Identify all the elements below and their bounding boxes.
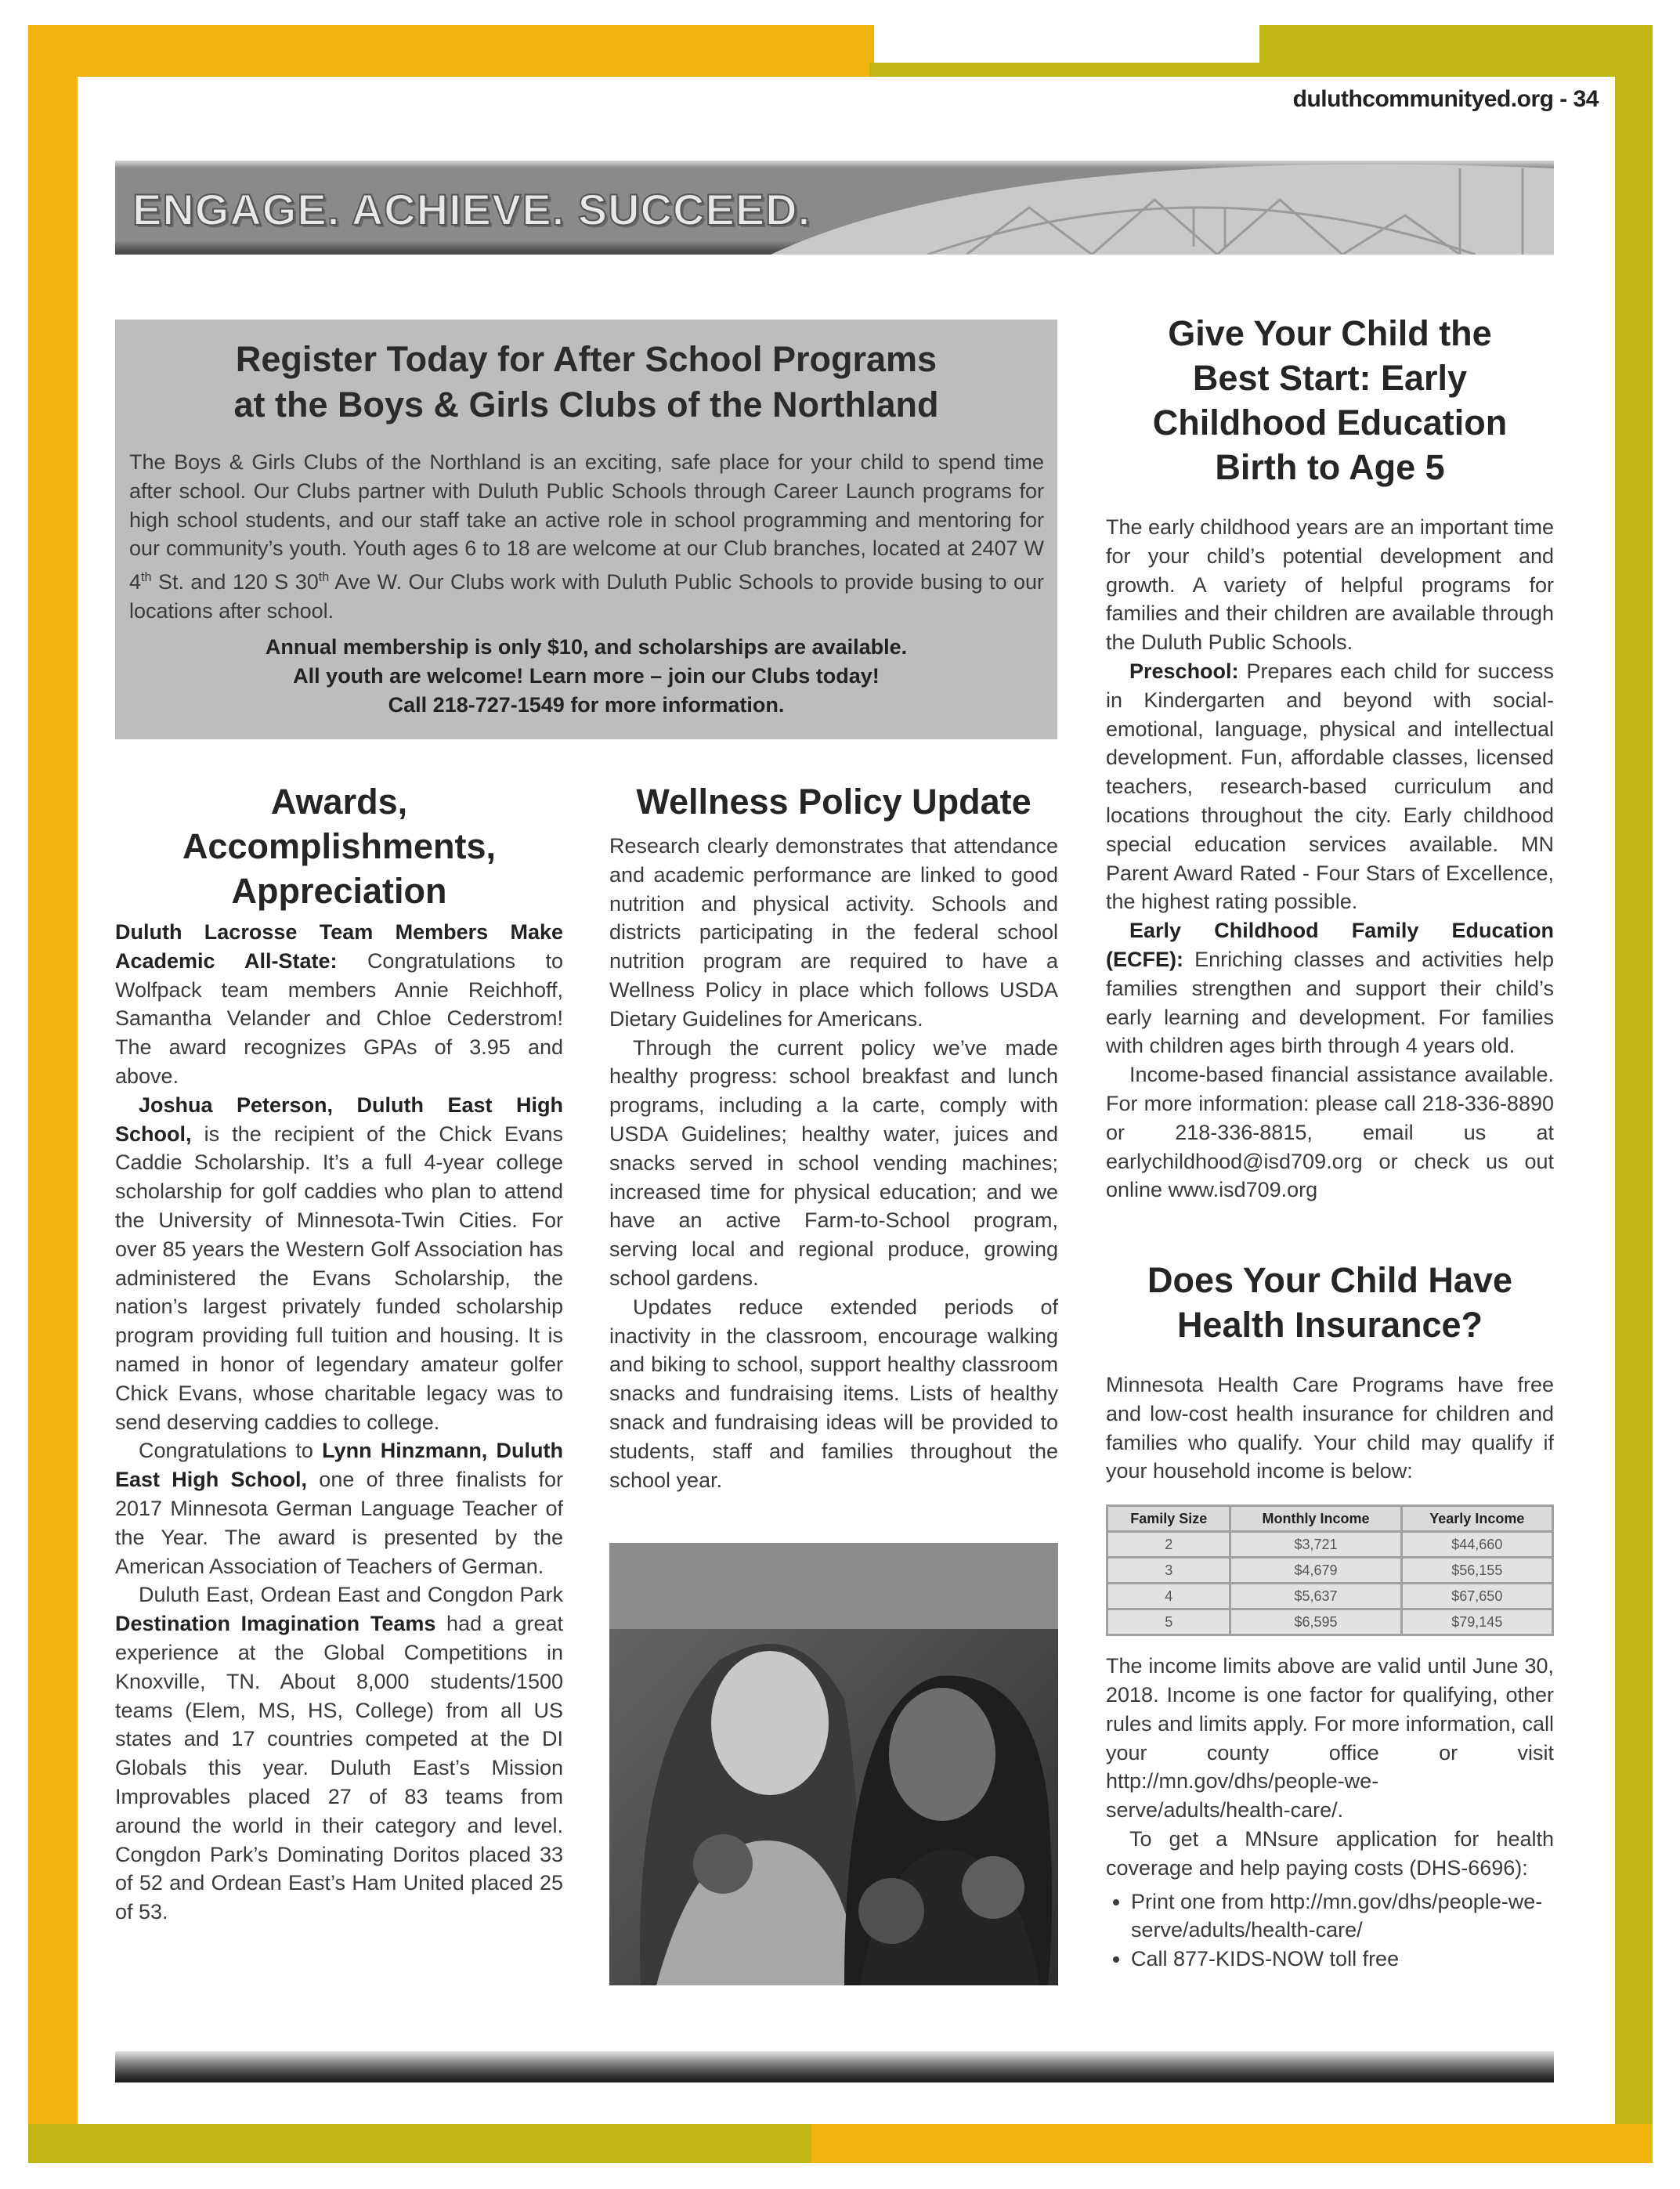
text-run: Congratulations to Wolfpack team members Annie Reichhoff, Samantha Velander and Chloe Cederstrom! The award recognizes GPAs of 3.95 and above. xyxy=(115,948,564,1088)
frame-border xyxy=(1615,25,1653,2163)
table-cell: $44,660 xyxy=(1401,1532,1552,1558)
text-run: Through the current policy we’ve made healthy progress: school breakfast and lunch programs, including a la carte, comply with USDA Guidelines; healthy water, juices and snacks served in school vending machines; increased time for physical education; and we have an active Farm-to-School program, serving local and regional produce, growing school gardens. xyxy=(609,1035,1058,1290)
early-childhood-heading xyxy=(1106,311,1554,489)
early-childhood-article xyxy=(1106,311,1554,1205)
promo-title xyxy=(115,337,1057,428)
table-cell: $67,650 xyxy=(1401,1584,1552,1609)
paragraph xyxy=(609,1293,1058,1495)
table-cell: 2 xyxy=(1107,1532,1230,1558)
text-run: had a great experience at the Global Competitions in Knoxville, TN. About 8,000 students/1500 teams (Elem, MS, HS, College) from all US states and 17 countries competed at the DI Globals this year. Duluth East’s Mission Improvables placed 27 of 83 teams from around the world in their category and level. Congdon Park’s Dominating Doritos placed 33 of 52 and Ordean East’s Ham United placed 25 of 53. xyxy=(115,1612,563,1924)
bold-lead-in: Early Childhood Family Education (ECFE): xyxy=(1106,919,1554,971)
list-item: • Print one from http://mn.gov/dhs/people-we-serve/adults/health-care/ xyxy=(1131,1887,1554,1945)
table-cell: 5 xyxy=(1107,1609,1230,1635)
table-cell: $79,145 xyxy=(1401,1609,1552,1635)
text-run: one of three finalists for 2017 Minnesota German Language Teacher of the Year. The award is presented by the American Association of Teachers of German. xyxy=(115,1468,563,1578)
cta-line: All youth are welcome! Learn more – join our Clubs today! xyxy=(293,664,880,688)
cta-line: Annual membership is only $10, and scholarships are available. xyxy=(265,635,908,659)
paragraph xyxy=(115,918,563,1091)
frame-border xyxy=(869,63,1653,77)
bold-lead-in: Duluth Lacrosse Team Members Make Academic All-State: xyxy=(115,920,563,973)
paragraph xyxy=(1106,916,1554,1060)
paragraph xyxy=(115,1580,563,1927)
table-cell: $3,721 xyxy=(1230,1532,1401,1558)
promo-body xyxy=(129,448,1044,626)
awards-heading xyxy=(115,779,563,913)
column-header: Family Size xyxy=(1107,1506,1230,1532)
table-cell: 4 xyxy=(1107,1584,1230,1609)
text-run: St. and 120 S 30 xyxy=(151,570,319,594)
wellness-heading: Wellness Policy Update xyxy=(636,782,1031,822)
income-limits-table xyxy=(1106,1504,1554,1636)
heading-line: Give Your Child the xyxy=(1168,313,1492,353)
text-run: Duluth East, Ordean East and Congdon Park xyxy=(139,1583,563,1607)
insurance-intro: Minnesota Health Care Programs have free and low-cost health insurance for children and families who qualify. Your child may qualify if your household income is below: xyxy=(1106,1373,1554,1483)
text-run: Congratulations to xyxy=(139,1439,323,1463)
text-run: Enriching classes and activities help families strengthen and support their child’s early learning and development. For families with children ages birth through 4 years old. xyxy=(1106,947,1554,1058)
heading-line: Birth to Age 5 xyxy=(1215,447,1445,487)
paragraph xyxy=(609,1034,1058,1293)
promo-call-to-action xyxy=(115,633,1057,720)
text-run: Research clearly demonstrates that attendance and academic performance are linked to good nutrition and physical activity. Schools and districts participating in the federal school nutrition program are required to have a Wellness Policy in place which follows USDA Dietary Guidelines for Americans. xyxy=(609,834,1058,1031)
heading-line: Childhood Education xyxy=(1152,403,1508,442)
table-row xyxy=(1107,1532,1553,1558)
heading-line: Appreciation xyxy=(231,871,447,911)
promo-title-line: Register Today for After School Programs xyxy=(235,339,938,379)
bold-lead-in: Destination Imagination Teams xyxy=(115,1612,436,1636)
paragraph xyxy=(609,832,1058,1034)
frame-border xyxy=(28,25,874,77)
bold-lead-in: Lynn Hinzmann, Duluth East High School, xyxy=(115,1439,564,1492)
boys-girls-club-promo xyxy=(115,320,1057,739)
bold-lead-in: Joshua Peterson, Duluth East High School, xyxy=(115,1093,563,1146)
table-cell: $4,679 xyxy=(1230,1558,1401,1584)
frame-border xyxy=(28,25,78,2163)
paragraph xyxy=(1106,1060,1554,1205)
column-header: Monthly Income xyxy=(1230,1506,1401,1532)
paragraph xyxy=(1106,657,1554,916)
heading-line: Awards, xyxy=(270,782,408,822)
text-run: Prepares each child for success in Kindergarten and beyond with social-emotional, language, physical and intellectual development. Fun, affordable classes, licensed teachers, research-based curriculum and locations throughout the city. Early childhood special education services available. MN Parent Award Rated - Four Stars of Excellence, the highest rating possible. xyxy=(1106,659,1554,914)
health-insurance-article xyxy=(1106,1258,1554,1974)
text-run: Ave W. Our Clubs work with Duluth Public Schools to provide busing to our locations after school. xyxy=(129,570,1044,623)
section-banner xyxy=(115,161,1554,255)
awards-article xyxy=(115,779,563,1927)
text-run: th xyxy=(318,570,330,585)
frame-border xyxy=(28,2124,811,2163)
footer-bar xyxy=(115,2051,1554,2082)
health-insurance-heading xyxy=(1106,1258,1554,1347)
table-cell: 3 xyxy=(1107,1558,1230,1584)
income-limits-note: The income limits above are valid until June 30, 2018. Income is one factor for qualifying, other rules and limits apply. For more information, call your county office or visit http://mn.gov/dhs/people-we-serve/adults/health-care/. xyxy=(1106,1654,1554,1822)
bridge-illustration xyxy=(771,161,1554,255)
text-run: Updates reduce extended periods of inactivity in the classroom, encourage walking and biking to school, support healthy classroom snacks and fundraising items. Lists of healthy snack and fundraising ideas will be provided to students, staff and families throughout the school year. xyxy=(609,1295,1058,1492)
heading-line: Accomplishments, xyxy=(182,826,497,866)
mnsure-info: To get a MNsure application for health coverage and help paying costs (DHS-6696): xyxy=(1106,1826,1554,1880)
banner-title: ENGAGE. ACHIEVE. SUCCEED. xyxy=(132,185,811,234)
text-run: The early childhood years are an important time for your child’s potential development and growth. A variety of helpful programs for families and their children are available through the Duluth Public Schools. xyxy=(1106,515,1554,655)
text-run: Income-based financial assistance available. For more information: please call 218-336-8890 or 218-336-8815, email us at earlychildhood@isd709.org or check us out online www.isd709.org xyxy=(1106,1063,1554,1202)
cta-line: Call 218-727-1549 for more information. xyxy=(388,693,785,717)
text-run: th xyxy=(141,570,152,585)
site-url-page-number: duluthcommunityed.org - 34 xyxy=(1292,86,1599,112)
text-run: The Boys & Girls Clubs of the Northland is an exciting, safe place for your child to spend time after school. Our Clubs partner with Duluth Public Schools through Career Launch programs for high school students, and our staff take an active role in school programming and mentoring for our community’s youth. Youth ages 6 to 18 are welcome at our Club branches, located at 2407 W 4 xyxy=(129,450,1044,594)
table-row xyxy=(1107,1584,1553,1609)
frame-border xyxy=(1259,25,1653,64)
promo-title-line: at the Boys & Girls Clubs of the Northland xyxy=(233,385,939,424)
column-header: Yearly Income xyxy=(1401,1506,1552,1532)
table-cell: $56,155 xyxy=(1401,1558,1552,1584)
paragraph xyxy=(115,1091,563,1437)
text-run: is the recipient of the Chick Evans Caddie Scholarship. It’s a full 4-year college scholarship for golf caddies who plan to attend the University of Minnesota-Twin Cities. For over 85 years the Western Golf Association has administered the Evans Scholarship, the nation’s largest privately funded scholarship program providing full tuition and housing. It is named in honor of legendary amateur golfer Chick Evans, whose charitable legacy was to send deserving caddies to college. xyxy=(115,1122,563,1434)
heading-line: Does Your Child Have xyxy=(1147,1260,1512,1300)
paragraph xyxy=(115,1436,563,1580)
table-row xyxy=(1107,1609,1553,1635)
photo-students-with-apples xyxy=(609,1543,1058,1985)
heading-line: Health Insurance? xyxy=(1176,1305,1483,1345)
frame-border xyxy=(811,2124,1653,2163)
application-options-list xyxy=(1106,1887,1554,1974)
bold-lead-in: Preschool: xyxy=(1129,659,1239,683)
table-cell: $5,637 xyxy=(1230,1584,1401,1609)
table-row xyxy=(1107,1558,1553,1584)
wellness-article xyxy=(609,779,1058,1494)
table-cell: $6,595 xyxy=(1230,1609,1401,1635)
paragraph xyxy=(1106,513,1554,657)
heading-line: Best Start: Early xyxy=(1192,358,1468,398)
list-item: • Call 877-KIDS-NOW toll free xyxy=(1131,1945,1554,1974)
